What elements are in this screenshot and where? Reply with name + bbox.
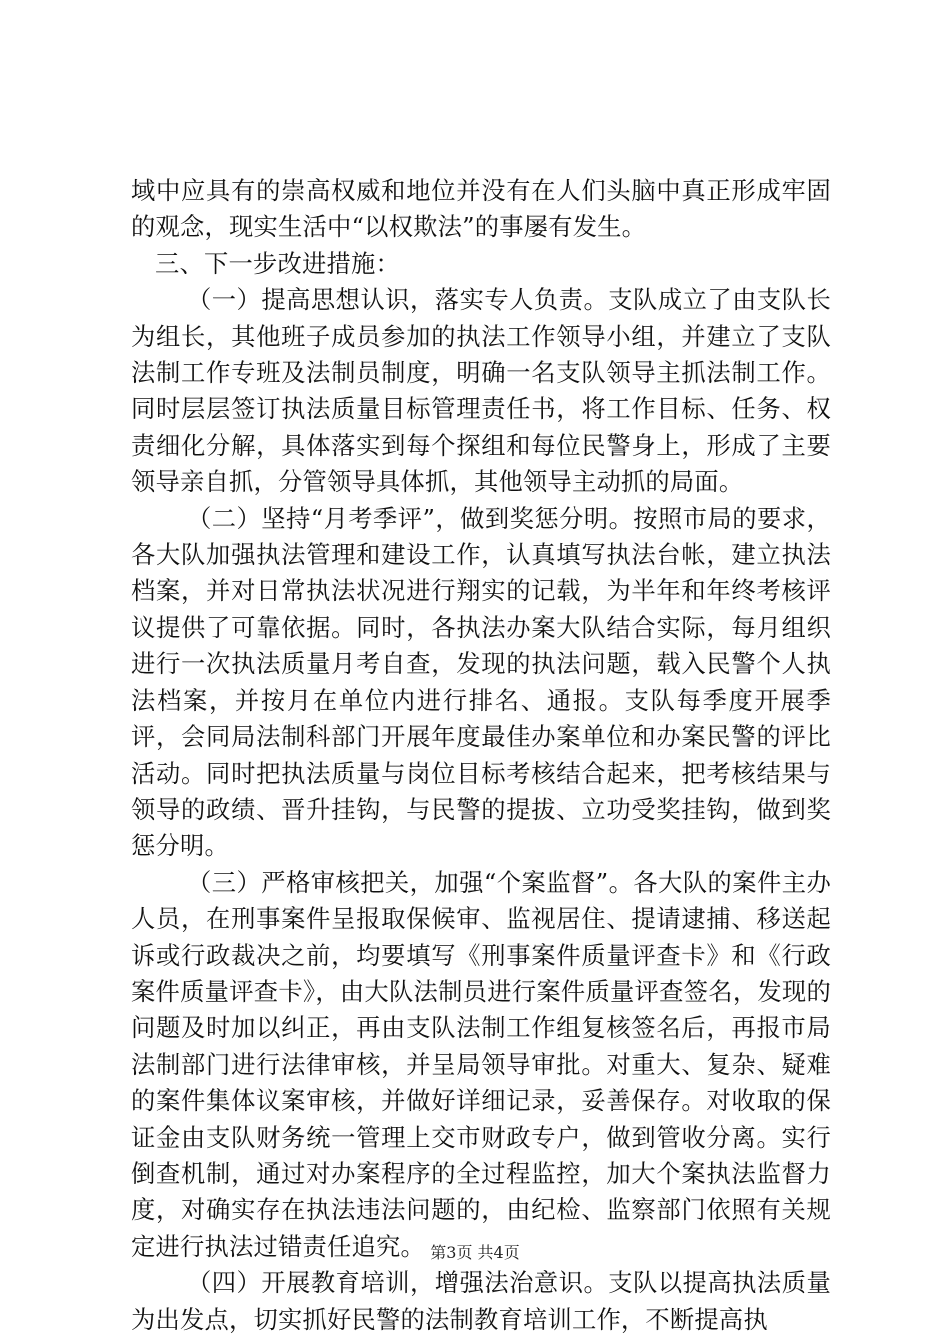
paragraph-continuation: 域中应具有的崇高权威和地位并没有在人们头脑中真正形成牢固的观念，现实生活中“以权欺法”的事屡有发生。 — [131, 176, 831, 242]
page-number: 第3页 共4页 — [430, 1243, 520, 1262]
paragraph-item-1: （一）提高思想认识，落实专人负责。支队成立了由支队长为组长，其他班子成员参加的执法工作领导小组，并建立了支队法制工作专班及法制员制度，明确一名支队领导主抓法制工作。同时层层签订执法质量目标管理责任书，将工作目标、任务、权责细化分解，具体落实到每个探组和每位民警身上，形成了主要领导亲自抓，分管领导具体抓，其他领导主动抓的局面。 — [131, 285, 831, 497]
section-heading: 三、下一步改进措施： — [155, 248, 400, 278]
paragraph-item-3: （三）严格审核把关，加强“个案监督”。各大队的案件主办人员，在刑事案件呈报取保候审、监视居住、提请逮捕、移送起诉或行政裁决之前，均要填写《刑事案件质量评查卡》和《行政案件质量评查卡》，由大队法制员进行案件质量评查签名，发现的问题及时加以纠正，再由支队法制工作组复核签名后，再报市局法制部门进行法律审核，并呈局领导审批。对重大、复杂、疑难的案件集体议案审核，并做好详细记录，妥善保存。对收取的保证金由支队财务统一管理上交市财政专户，做到管收分离。实行倒查机制，通过对办案程序的全过程监控，加大个案执法监督力度，对确实存在执法违法问题的，由纪检、监察部门依照有关规定进行执法过错责任追究。 — [131, 867, 831, 1261]
paragraph-item-4: （四）开展教育培训，增强法治意识。支队以提高执法质量为出发点，切实抓好民警的法制教育培训工作，不断提高执 — [131, 1268, 831, 1334]
document-body — [131, 173, 831, 1338]
paragraph-item-2: （二）坚持“月考季评”，做到奖惩分明。按照市局的要求，各大队加强执法管理和建设工作，认真填写执法台帐，建立执法档案，并对日常执法状况进行翔实的记载，为半年和年终考核评议提供了可靠依据。同时，各执法办案大队结合实际，每月组织进行一次执法质量月考自查，发现的执法问题，载入民警个人执法档案，并按月在单位内进行排名、通报。支队每季度开展季评，会同局法制科部门开展年度最佳办案单位和办案民警的评比活动。同时把执法质量与岗位目标考核结合起来，把考核结果与领导的政绩、晋升挂钩，与民警的提拔、立功受奖挂钩，做到奖惩分明。 — [131, 503, 831, 861]
